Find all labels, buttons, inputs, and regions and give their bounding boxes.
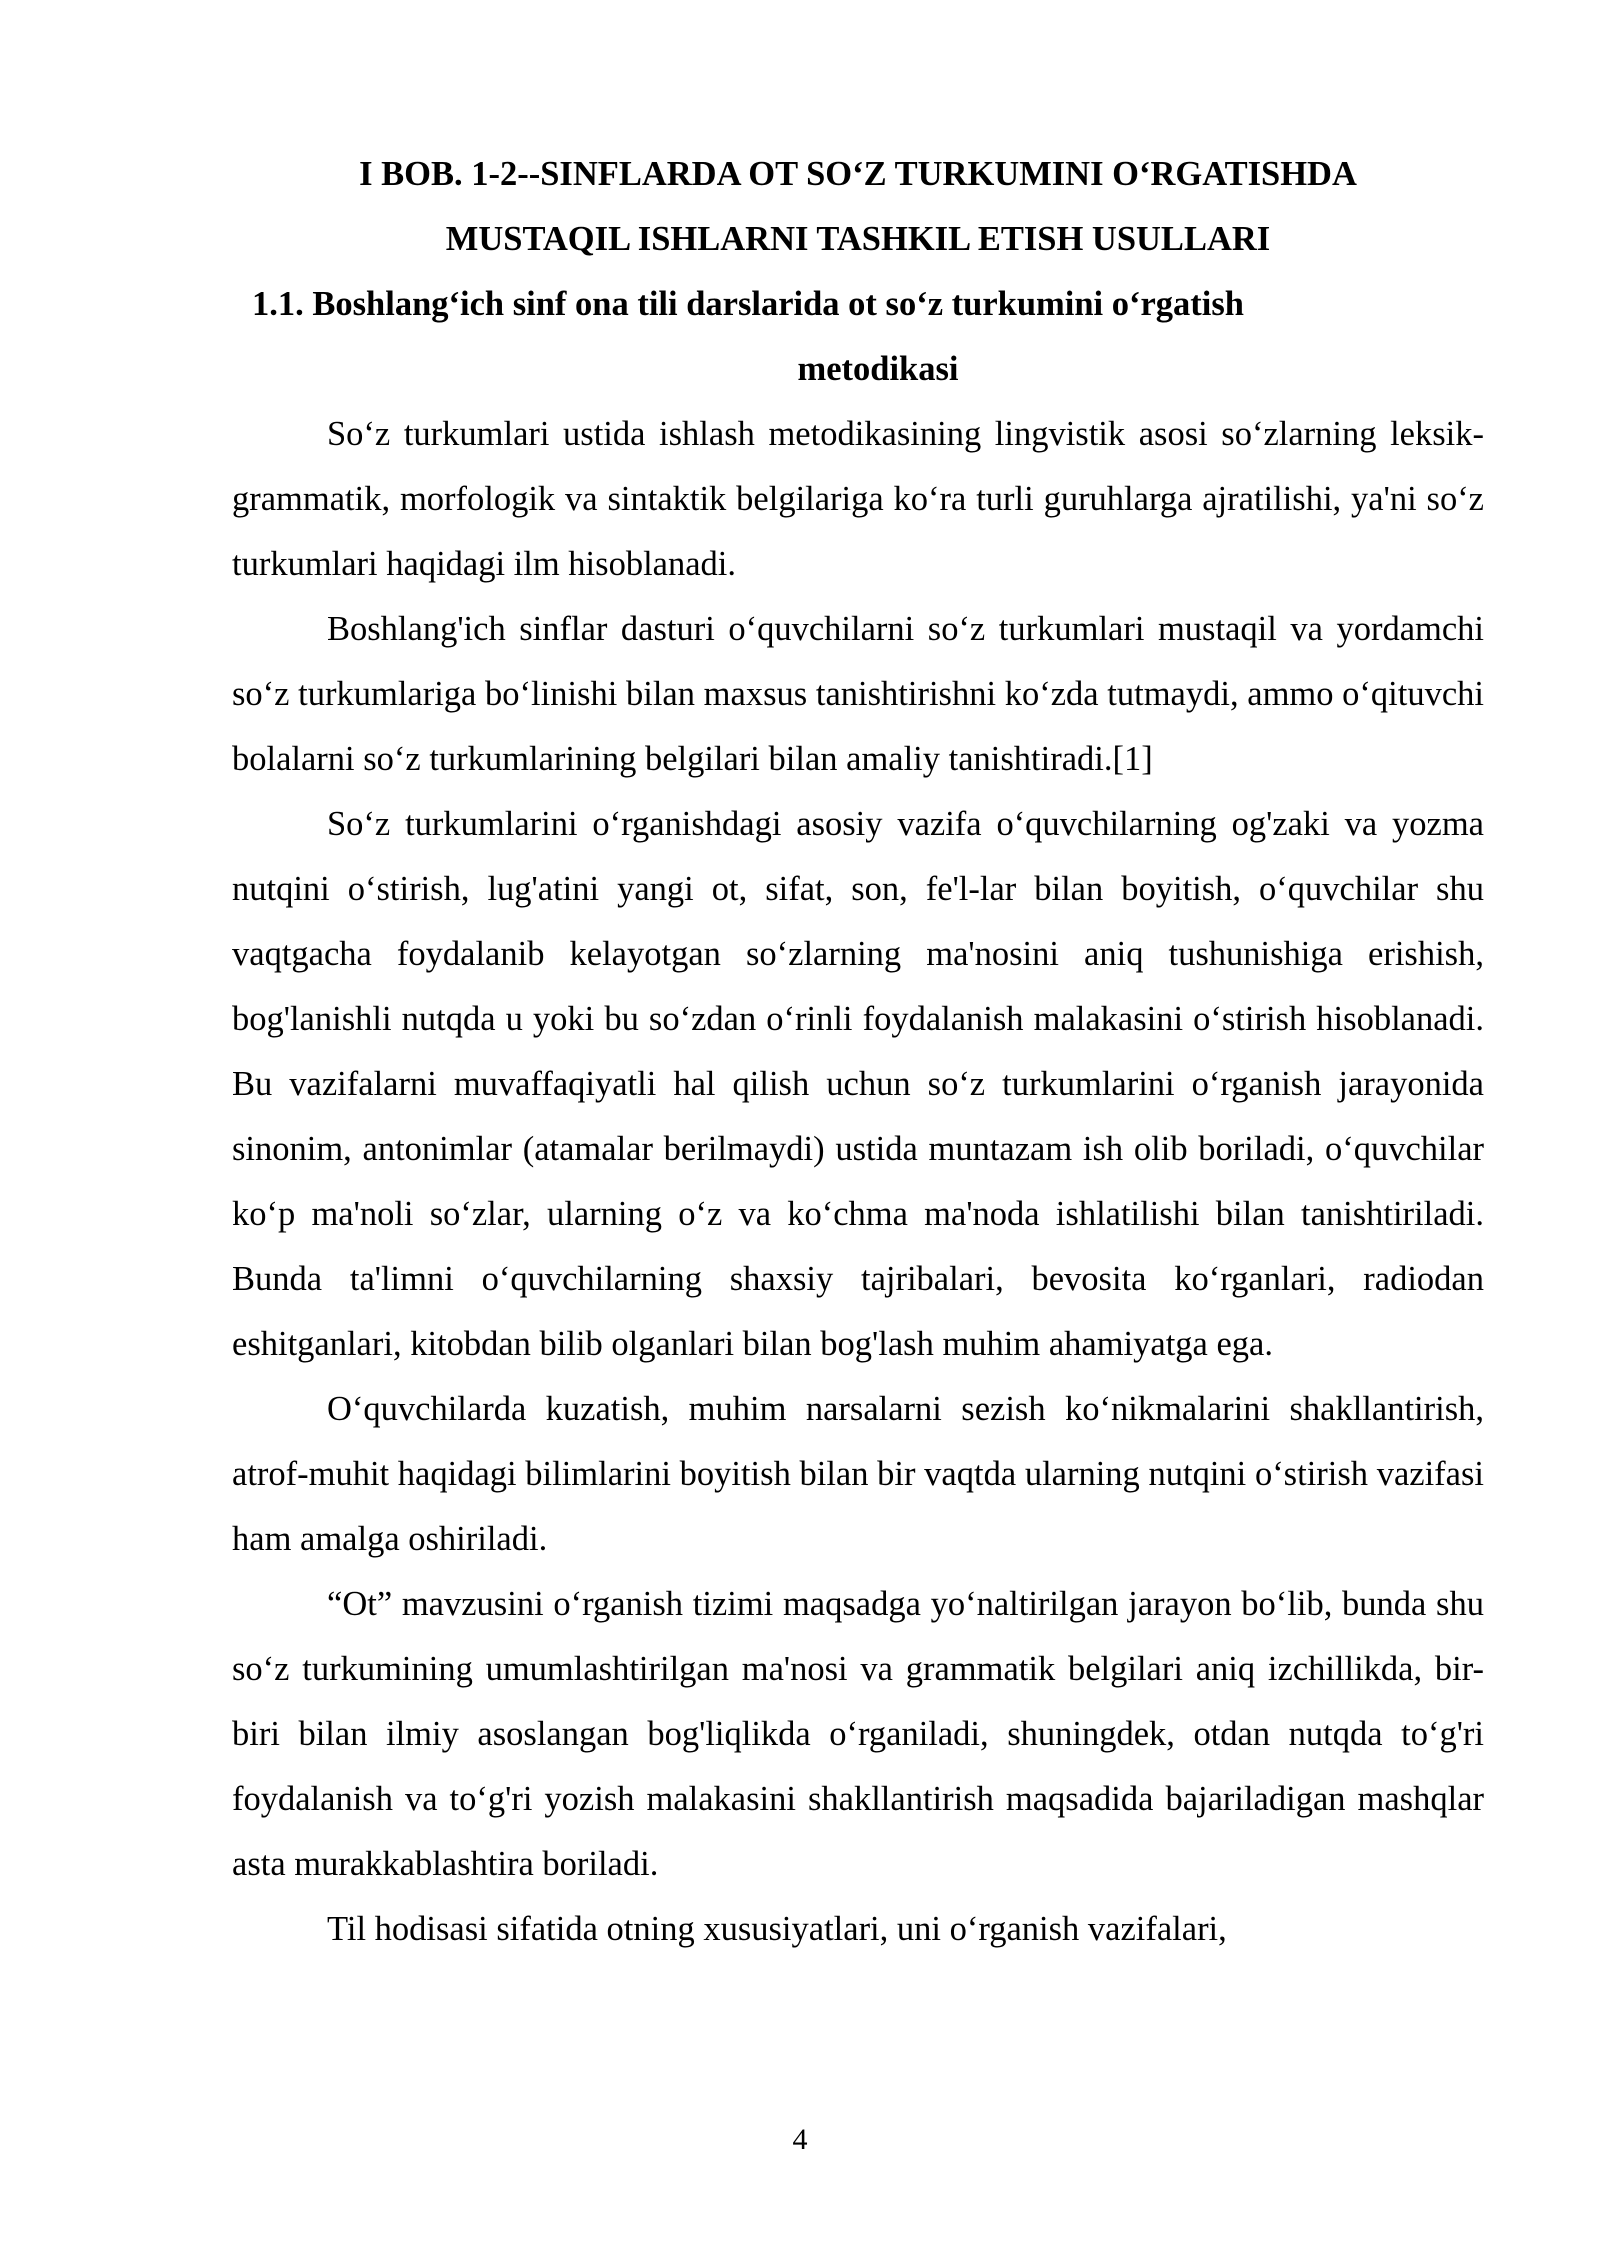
body-paragraph-1: So‘z turkumlari ustida ishlash metodikasining lingvistik asosi so‘zlarning leksik-grammatik, morfologik va sintaktik belgilariga ko‘ra turli guruhlarga ajratilishi, ya'ni so‘z turkumlari haqidagi ilm hisoblanadi. [232, 415, 1484, 583]
body-paragraph-3: So‘z turkumlarini o‘rganishdagi asosiy vazifa o‘quvchilarning og'zaki va yozma nutqini o‘stirish, lug'atini yangi ot, sifat, son, fe'l-lar bilan boyitish, o‘quvchilar shu vaqtgacha foydalanib kelayotgan so‘zlarning ma'nosini aniq tushunishiga erishish, bog'lanishli nutqda u yoki bu so‘zdan o‘rinli foydalanish malakasini o‘stirish hisoblanadi. Bu vazifalarni muvaffaqiyatli hal qilish uchun so‘z turkumlarini o‘rganish jarayonida sinonim, antonimlar (atamalar berilmaydi) ustida muntazam ish olib boriladi, o‘quvchilar ko‘p ma'noli so‘zlar, ularning o‘z va ko‘chma ma'noda ishlatilishi bilan tanishtiriladi. Bunda ta'limni o‘quvchilarning shaxsiy tajribalari, bevosita ko‘rganlari, radiodan eshitganlari, kitobdan bilib olganlari bilan bog'lash muhim ahamiyatga ega. [232, 805, 1484, 1363]
chapter-title-line-2: MUSTAQIL ISHLARNI TASHKIL ETISH USULLARI [445, 220, 1271, 258]
section-heading-line-1: 1.1. Boshlang‘ich sinf ona tili darslarida ot so‘z turkumini o‘rgatish [252, 285, 1244, 323]
page-number: 4 [792, 2123, 808, 2156]
section-heading-line-2: metodikasi [797, 350, 959, 388]
section-heading [232, 272, 1484, 402]
chapter-title [232, 142, 1484, 272]
body-paragraph-4: O‘quvchilarda kuzatish, muhim narsalarni sezish ko‘nikmalarini shakllantirish, atrof-muhit haqidagi bilimlarini boyitish bilan bir vaqtda ularning nutqini o‘stirish vazifasi ham amalga oshiriladi. [232, 1390, 1484, 1558]
body-paragraph-2: Boshlang'ich sinflar dasturi o‘quvchilarni so‘z turkumlari mustaqil va yordamchi so‘z turkumlariga bo‘linishi bilan maxsus tanishtirishni ko‘zda tutmaydi, ammo o‘qituvchi bolalarni so‘z turkumlarining belgilari bilan amaliy tanishtiradi.[1] [232, 610, 1484, 778]
body-paragraph-5: “Ot” mavzusini o‘rganish tizimi maqsadga yo‘naltirilgan jarayon bo‘lib, bunda shu so‘z turkumining umumlashtirilgan ma'nosi va grammatik belgilari aniq izchillikda, bir-biri bilan ilmiy asoslangan bog'liqlikda o‘rganiladi, shuningdek, otdan nutqda to‘g'ri foydalanish va to‘g'ri yozish malakasini shakllantirish maqsadida bajariladigan mashqlar asta murakkablashtira boriladi. [232, 1585, 1484, 1883]
body-paragraph-6: Til hodisasi sifatida otning xususiyatlari, uni o‘rganish vazifalari, [327, 1910, 1227, 1948]
page-content [232, 142, 1484, 1962]
chapter-title-line-1: I BOB. 1-2--SINFLARDA OT SO‘Z TURKUMINI O‘RGATISHDA [359, 155, 1357, 193]
